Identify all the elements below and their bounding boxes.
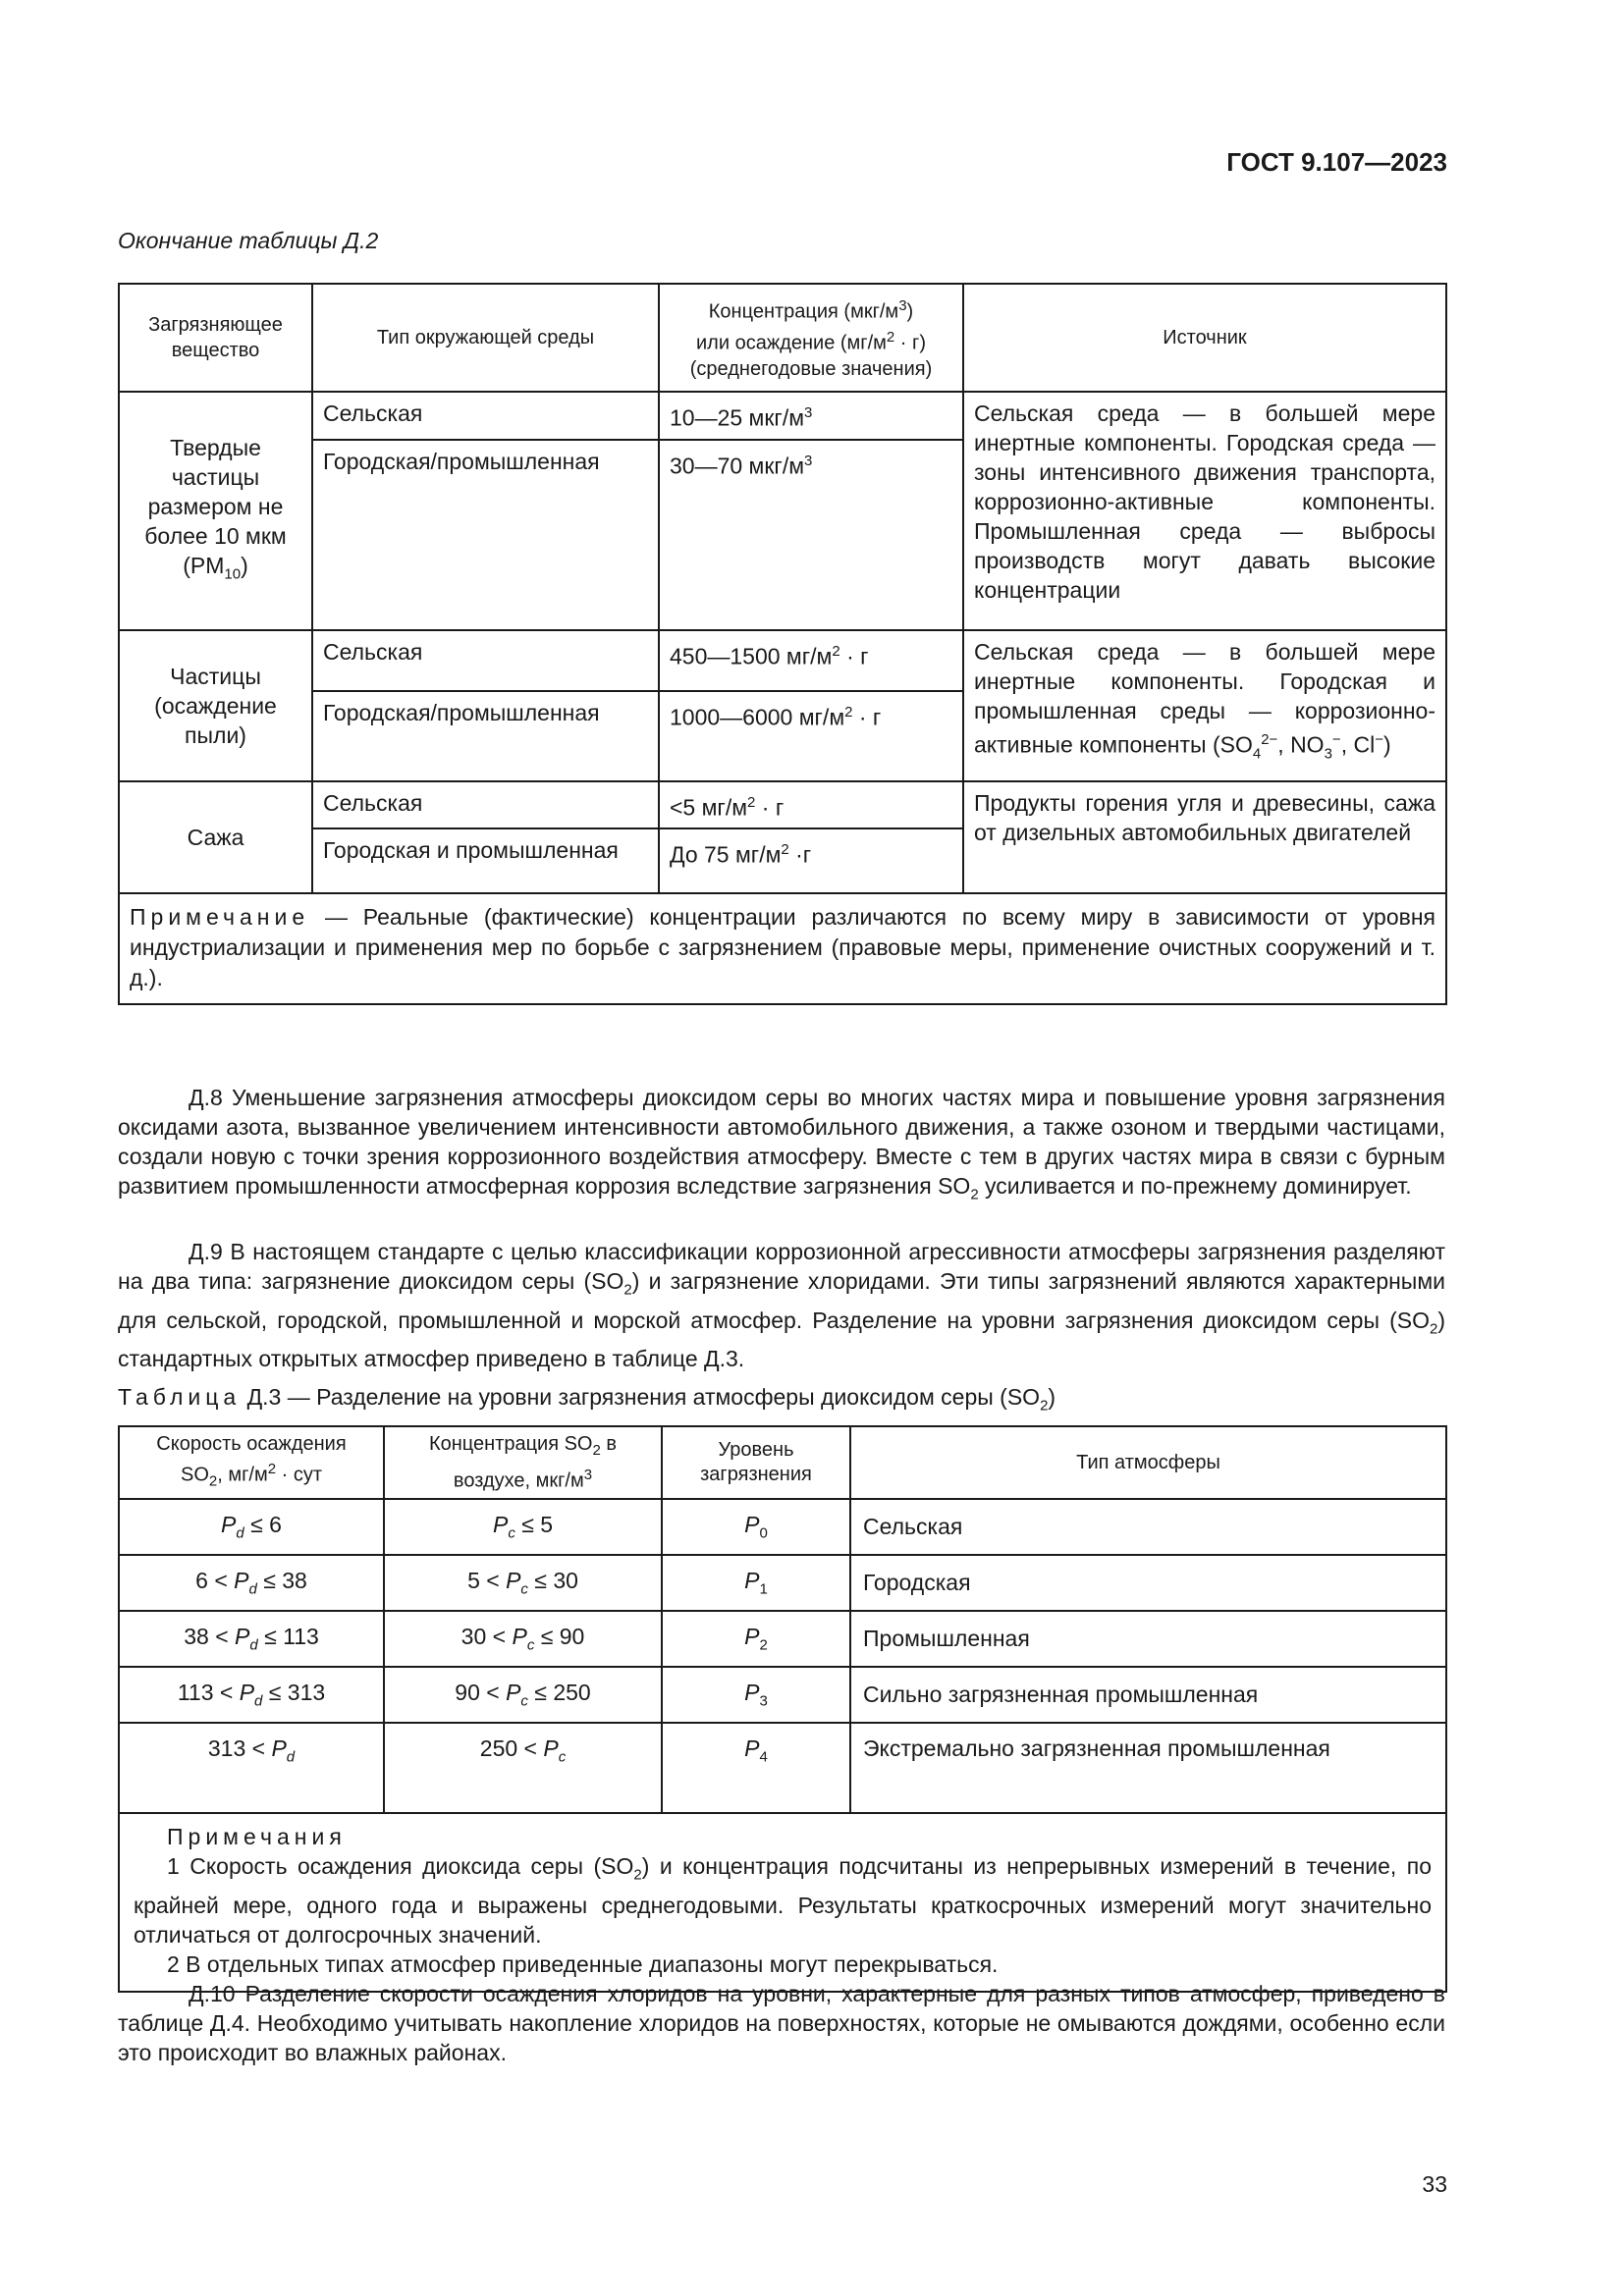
type-cell: Сильно загрязненная промышленная xyxy=(850,1667,1446,1723)
conc-cell: <5 $мг/м^2 \cdot г$ xyxy=(659,781,963,829)
header-substance: Загрязняющее вещество xyxy=(119,284,312,392)
level-cell: $P_0$ xyxy=(662,1499,850,1555)
table-d3-caption: Таблица Д.3 — Разделение на уровни загрязнения атмосферы диоксидом серы $(SO_2)$ xyxy=(118,1384,1056,1415)
conc-cell: $30 < P_c \le 90$ xyxy=(384,1611,662,1667)
rate-cell: $38 < P_d \le 113$ xyxy=(119,1611,384,1667)
table-notes: Примечания 1 Скорость осаждения диоксида серы $(SO_2)$ и концентрация подсчитаны из непрерывных измерений в течение, по крайней мере, одного года и выражены среднегодовыми. Результаты краткосрочных измерений могут значительно отличаться от долгосрочных значений. 2 В отдельных типах атмосфер приведенные диапазоны могут перекрываться. xyxy=(119,1813,1446,1992)
substance-pm10: Твердые частицы размером не более 10 мкм $(PM_{10})$ xyxy=(119,392,312,630)
table-row xyxy=(119,1499,1446,1555)
env-cell: Городская и промышленная xyxy=(312,828,659,893)
table-note: Примечание — Реальные (фактические) концентрации различаются по всему миру в зависимости от уровня индустриализации и применения мер по борьбе с загрязнением (правовые меры, применение очистных сооружений и т. д.). xyxy=(119,893,1446,1004)
table-row xyxy=(119,1611,1446,1667)
conc-cell: $5 < P_c \le 30$ xyxy=(384,1555,662,1611)
table-note-row xyxy=(119,1813,1446,1992)
so2-levels-table xyxy=(118,1425,1447,1993)
conc-cell: До 75 $мг/м^2 \cdot г$ xyxy=(659,828,963,893)
conc-cell: $90 < P_c \le 250$ xyxy=(384,1667,662,1723)
conc-cell: $250 < P_c$ xyxy=(384,1723,662,1813)
header-pollution-level: Уровень загрязнения xyxy=(662,1426,850,1499)
env-cell: Городская/промышленная xyxy=(312,440,659,630)
table-note-row xyxy=(119,893,1446,1004)
env-cell: Городская/промышленная xyxy=(312,691,659,781)
substance-dust: Частицы (осаждение пыли) xyxy=(119,630,312,781)
level-cell: $P_1$ xyxy=(662,1555,850,1611)
header-so2-concentration: Концентрация $SO_2$ в воздухе, мкг/$м^3$ xyxy=(384,1426,662,1499)
env-cell: Сельская xyxy=(312,781,659,829)
table-row xyxy=(119,1723,1446,1813)
table-row xyxy=(119,781,1446,829)
paragraph-d10: Д.10 Разделение скорости осаждения хлоридов на уровни, характерные для разных типов атмосфер, приведено в таблице Д.4. Необходимо учитывать накопление хлоридов на поверхностях, которые не омываются дождями, особенно если это происходит во влажных районах. xyxy=(118,1981,1445,2065)
conc-cell: 1000—6000 $мг/м^2 \cdot г$ xyxy=(659,691,963,781)
level-cell: $P_3$ xyxy=(662,1667,850,1723)
header-atmosphere-type: Тип атмосферы xyxy=(850,1426,1446,1499)
paragraph-d8: Д.8 Уменьшение загрязнения атмосферы диоксидом серы во многих частях мира и повышение уровня загрязнения оксидами азота, вызванное увеличением интенсивности автомобильного движения, а также озоном и твердыми частицами, создали новую с точки зрения коррозионного воздействия атмосферу. Вместе с тем в других частях мира в связи с бурным развитием промышленности атмосферная коррозия вследствие загрязнения $SO_2$ усиливается и по-прежнему доминирует. xyxy=(118,1085,1445,1203)
table-header-row xyxy=(119,284,1446,392)
table-row xyxy=(119,1555,1446,1611)
source-cell: Продукты горения угля и древесины, сажа от дизельных автомобильных двигателей xyxy=(963,781,1446,894)
note-label: Примечание xyxy=(130,904,310,931)
header-env-type: Тип окружающей среды xyxy=(312,284,659,392)
table-row xyxy=(119,392,1446,440)
type-cell: Городская xyxy=(850,1555,1446,1611)
rate-cell: $6 < P_d \le 38$ xyxy=(119,1555,384,1611)
document-code: ГОСТ 9.107—2023 xyxy=(1226,147,1447,177)
header-concentration: Концентрация $(мкг/м^3)$ или осаждение $(мг/м^2 \cdot г)$ (среднегодовые значения) xyxy=(659,284,963,392)
type-cell: Сельская xyxy=(850,1499,1446,1555)
env-cell: Сельская xyxy=(312,630,659,691)
type-cell: Промышленная xyxy=(850,1611,1446,1667)
level-cell: $P_4$ xyxy=(662,1723,850,1813)
page-number: 33 xyxy=(1422,2171,1447,2197)
table-row xyxy=(119,1667,1446,1723)
conc-cell: 10—25 мкг/$м^3$ xyxy=(659,392,963,440)
header-source: Источник xyxy=(963,284,1446,392)
env-cell: Сельская xyxy=(312,392,659,440)
source-cell: Сельская среда — в большей мере инертные компоненты. Городская и промышленная среды — коррозионно-активные компоненты ($SO_4^{2-}$, $NO_3^-$, Cl−) xyxy=(963,630,1446,781)
source-cell: Сельская среда — в большей мере инертные компоненты. Городская среда — зоны интенсивного движения транспорта, коррозионно-активные компоненты. Промышленная среда — выбросы производств могут давать высокие концентрации xyxy=(963,392,1446,630)
paragraph-d9: Д.9 В настоящем стандарте с целью классификации коррозионной агрессивности атмосферы загрязнения разделяют на два типа: загрязнение диоксидом серы $(SO_2)$ и загрязнение хлоридами. Эти типы загрязнений являются характерными для сельской, городской, промышленной и морской атмосфер. Разделение на уровни загрязнения диоксидом серы $(SO_2)$ стандартных открытых атмосфер приведено в таблице Д.3. xyxy=(118,1239,1446,1372)
table-row xyxy=(119,630,1446,691)
type-cell: Экстремально загрязненная промышленная xyxy=(850,1723,1446,1813)
rate-cell: $113 < P_d \le 313$ xyxy=(119,1667,384,1723)
conc-cell: 450—1500 $мг/м^2 \cdot г$ xyxy=(659,630,963,691)
table-continuation-label: Окончание таблицы Д.2 xyxy=(118,228,379,253)
note-2: 2 В отдельных типах атмосфер приведенные диапазоны могут перекрываться. xyxy=(167,1950,999,1977)
header-deposition-rate: Скорость осаждения $SO_2$, $мг/м^2$ · сут xyxy=(119,1426,384,1499)
substance-soot: Сажа xyxy=(119,781,312,894)
table-header-row xyxy=(119,1426,1446,1499)
rate-cell: $313 < P_d$ xyxy=(119,1723,384,1813)
level-cell: $P_2$ xyxy=(662,1611,850,1667)
pollutants-table xyxy=(118,283,1447,1005)
conc-cell: 30—70 мкг/$м^3$ xyxy=(659,440,963,630)
notes-label: Примечания xyxy=(167,1824,347,1849)
rate-cell: $P_d \le 6$ xyxy=(119,1499,384,1555)
conc-cell: $P_c \le 5$ xyxy=(384,1499,662,1555)
